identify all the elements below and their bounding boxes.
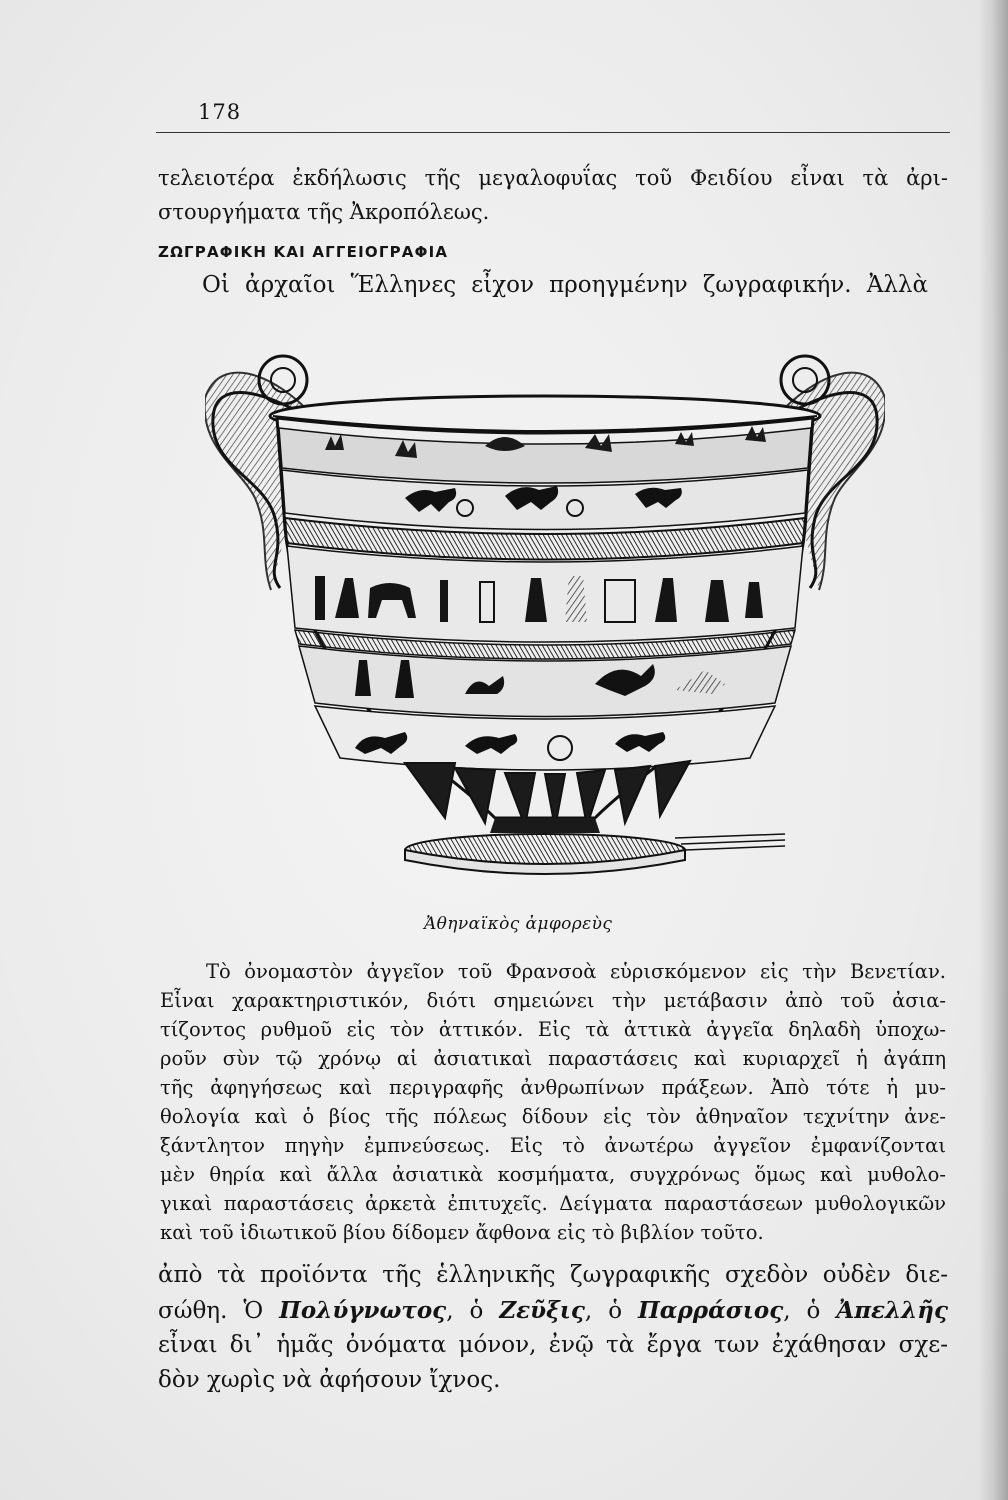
page-number: 178 — [198, 100, 242, 124]
caption-paragraph-line-2: Εἶναι χαρακτηριστικόν, διότι σημειώνει τὴν μετάβασιν ἀπὸ τοῦ ἀσια- — [160, 989, 946, 1012]
caption-paragraph-line-10: καὶ τοῦ ἰδιωτικοῦ βίου δίδομεν ἄφθονα εἰς τὸ βιβλίον τοῦτο. — [160, 1221, 764, 1244]
figure-caption: Ἀθηναϊκὸς ἀμφορεὺς — [424, 914, 613, 934]
name-parrhasios: Παρράσιος — [638, 1297, 784, 1324]
closing-line-1: ἀπὸ τὰ προϊόντα τῆς ἑλληνικῆς ζωγραφικῆς σχεδὸν οὐδὲν διε- — [158, 1262, 948, 1288]
separator: , ὁ — [446, 1298, 500, 1324]
caption-paragraph-line-5: τῆς ἀφηγήσεως καὶ περιγραφῆς ἀνθρωπίνων πράξεων. Ἀπὸ τότε ἡ μυ- — [160, 1076, 946, 1099]
closing-line-3: εἶναι δι᾽ ἡμᾶς ὀνόματα μόνον, ἐνῷ τὰ ἔργα των ἐχάθησαν σχε- — [158, 1332, 948, 1358]
caption-paragraph-line-8: μὲν θηρία καὶ ἄλλα ἀσιατικὰ κοσμήματα, συγχρόνως ὅμως καὶ μυθολο- — [160, 1163, 946, 1186]
page-edge-shadow — [978, 0, 1008, 1500]
vase-illustration — [205, 318, 885, 878]
text-line-2: στουργήματα τῆς Ἀκροπόλεως. — [158, 200, 490, 224]
closing-text: σώθη. Ὁ — [158, 1298, 280, 1324]
header-rule — [156, 132, 950, 133]
text-line-1: τελειοτέρα ἐκδήλωσις τῆς μεγαλοφυΐας τοῦ Φειδίου εἶναι τὰ ἀρι- — [158, 166, 948, 190]
section-heading: ΖΩΓΡΑΦΙΚΗ ΚΑΙ ΑΓΓΕΙΟΓΡΑΦΙΑ — [158, 243, 449, 261]
closing-line-2 — [158, 1297, 948, 1324]
separator: , ὁ — [584, 1298, 639, 1324]
name-zeuxis: Ζεῦξις — [499, 1297, 585, 1324]
caption-paragraph-line-3: τίζοντος ρυθμοῦ εἰς τὸν ἀττικόν. Εἰς τὰ ἀττικὰ ἀγγεῖα δηλαδὴ ὑποχω- — [160, 1018, 946, 1041]
closing-line-4: δὸν χωρὶς νὰ ἀφήσουν ἴχνος. — [158, 1367, 501, 1393]
caption-paragraph-line-4: ροῦν σὺν τῷ χρόνῳ αἱ ἀσιατικαὶ παραστάσεις καὶ κυριαρχεῖ ἡ ἀγάπη — [160, 1047, 946, 1070]
separator: , ὁ — [783, 1298, 837, 1324]
caption-paragraph-line-6: θολογία καὶ ὁ βίος τῆς πόλεως δίδουν εἰς τὸν ἀθηναῖον τεχνίτην ἀνε- — [160, 1105, 946, 1128]
name-polygnotos: Πολύγνωτος — [279, 1297, 447, 1324]
caption-paragraph-line-1: Τὸ ὀνομαστὸν ἀγγεῖον τοῦ Φρανσοὰ εὑρισκόμενον εἰς τὴν Βενετίαν. — [206, 960, 946, 983]
section-first-line: Οἱ ἀρχαῖοι Ἕλληνες εἶχον προηγμένην ζωγραφικήν. Ἀλλὰ — [202, 272, 928, 298]
name-apelles: Ἀπελλῆς — [836, 1297, 949, 1324]
caption-paragraph-line-9: γικαὶ παραστάσεις ἀρκετὰ ἐπιτυχεῖς. Δείγματα παραστάσεων μυθολογικῶν — [160, 1192, 946, 1215]
caption-paragraph-line-7: ξάντλητον πηγὴν ἐμπνεύσεως. Εἰς τὸ ἀνωτέρω ἀγγεῖον ἐμφανίζονται — [160, 1134, 946, 1157]
